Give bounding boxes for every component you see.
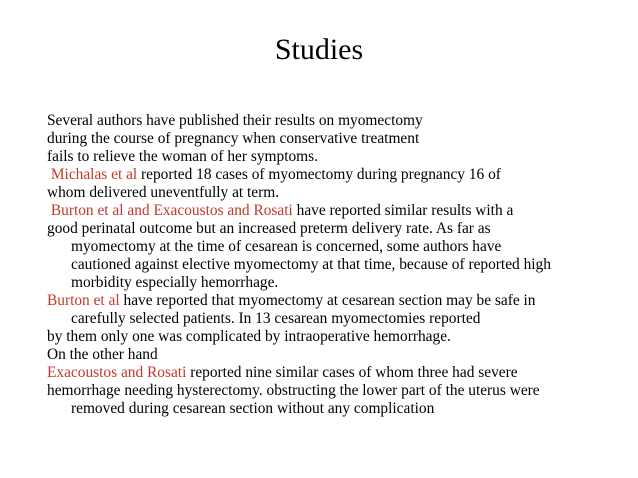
text-run: carefully selected patients. In 13 cesarean myomectomies reported — [71, 310, 481, 327]
text-run: On the other hand — [47, 346, 158, 363]
text-run: reported 18 cases of myomectomy during pregnancy 16 of — [137, 166, 501, 183]
citation-exacoustos-rosati: Exacoustos and Rosati — [47, 364, 187, 381]
text-run: have reported similar results with a — [292, 202, 514, 219]
text-run: good perinatal outcome but an increased preterm delivery rate. As far as — [47, 220, 491, 237]
citation-michalas: Michalas et al — [50, 166, 138, 183]
slide-body — [47, 112, 625, 418]
citation-burton: Burton et al — [47, 292, 120, 309]
text-run: whom delivered uneventfully at term. — [47, 184, 280, 201]
text-run: have reported that myomectomy at cesarean section may be safe in — [119, 292, 536, 309]
text-run: fails to relieve the woman of her symptoms. — [47, 148, 318, 165]
text-line — [47, 130, 625, 148]
text-run: removed during cesarean section without any complication — [71, 400, 435, 417]
text-run: Several authors have published their results on myomectomy — [47, 112, 423, 129]
text-run: cautioned against elective myomectomy at that time, because of reported high — [71, 256, 551, 273]
slide-title: Studies — [274, 33, 364, 66]
text-line — [47, 166, 625, 184]
text-line — [47, 112, 625, 130]
text-run: by them only one was complicated by intraoperative hemorrhage. — [47, 328, 451, 345]
text-line — [47, 184, 625, 202]
citation-burton-exacoustos-rosati: Burton et al and Exacoustos and Rosati — [50, 202, 293, 219]
text-line — [47, 346, 625, 364]
text-line — [47, 202, 625, 220]
text-run: myomectomy at the time of cesarean is concerned, some authors have — [71, 238, 502, 255]
text-line — [47, 364, 625, 382]
text-paragraph — [47, 220, 625, 292]
text-line — [47, 148, 625, 166]
text-paragraph — [47, 382, 625, 418]
text-run: hemorrhage needing hysterectomy. obstructing the lower part of the uterus were — [47, 382, 540, 399]
text-run: morbidity especially hemorrhage. — [71, 274, 279, 291]
text-paragraph — [47, 292, 625, 328]
text-run: reported nine similar cases of whom three had severe — [186, 364, 518, 381]
text-run: during the course of pregnancy when conservative treatment — [47, 130, 420, 147]
text-line — [47, 328, 625, 346]
